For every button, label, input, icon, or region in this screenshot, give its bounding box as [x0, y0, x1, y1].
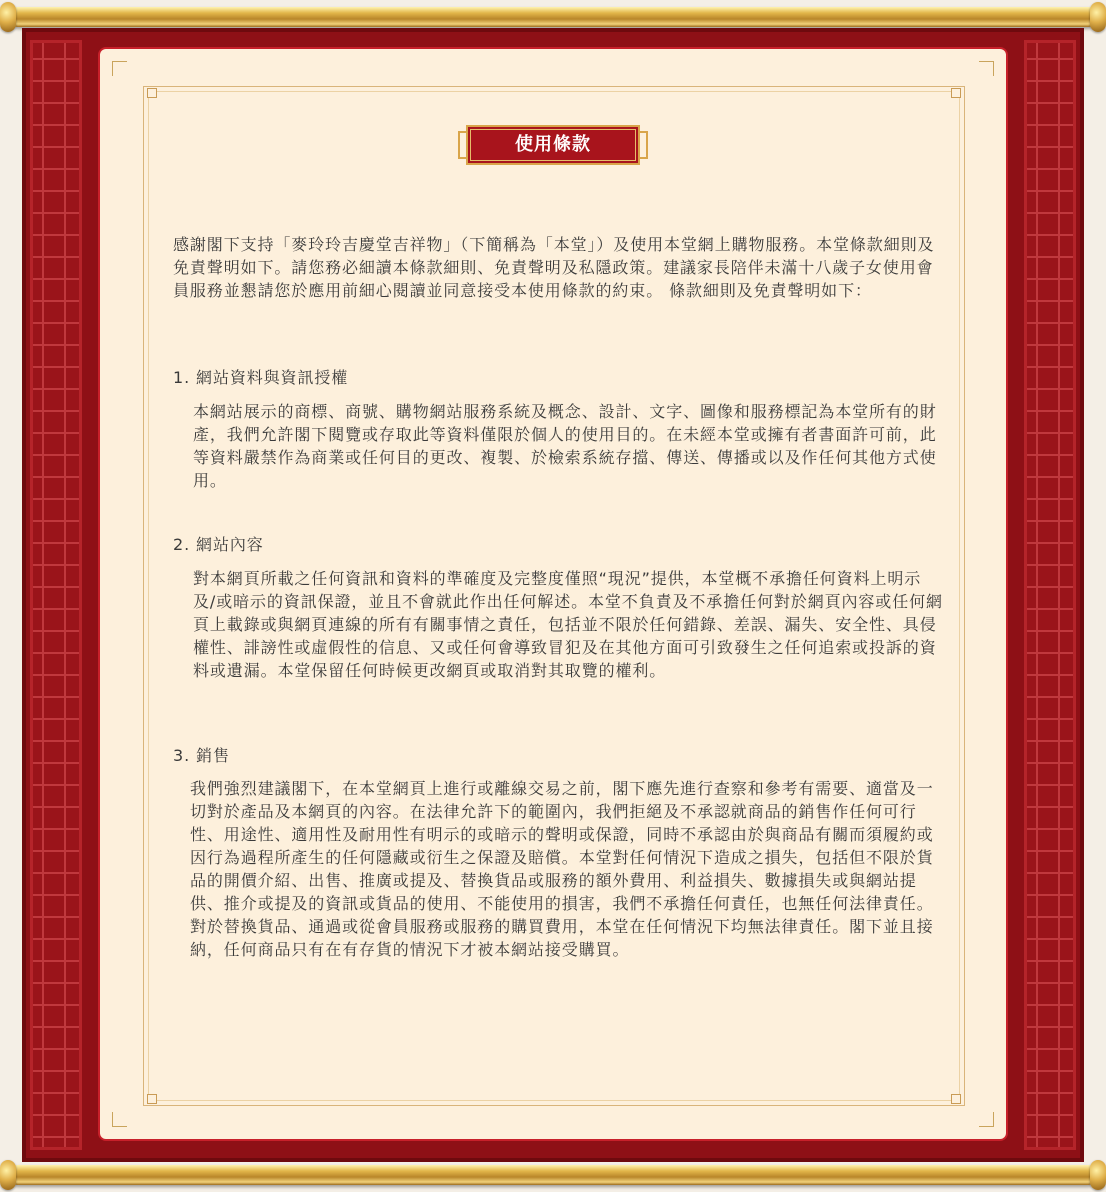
frame-corner: [147, 1094, 157, 1104]
rod-cap-left: [0, 1160, 16, 1190]
rod-cap-right: [1090, 2, 1106, 32]
page-title: 使用條款: [515, 134, 591, 155]
rod-cap-left: [0, 2, 16, 32]
frame-corner: [147, 88, 157, 98]
frame-corner: [951, 1094, 961, 1104]
corner-ornament: [979, 61, 994, 76]
corner-ornament: [112, 61, 127, 76]
section-heading: 3. 銷售: [173, 746, 230, 765]
lattice-border-right: [1024, 40, 1076, 1150]
bottom-scroll-rod: [0, 1160, 1106, 1190]
frame-corner: [951, 88, 961, 98]
rod-bar: [14, 1165, 1092, 1185]
section-body: 對本網頁所載之任何資訊和資料的準確度及完整度僅照“現況”提供，本堂概不承擔任何資料上明示及/或暗示的資訊保證，並且不會就此作出任何解述。本堂不負責及不承擔任何對於網頁內容或任何網頁上載錄或與網頁連線的所有有關事情之責任，包括並不限於任何錯錄、差誤、漏失、安全性、具侵權性、誹謗性或虛假性的信息、又或任何會導致冒犯及在其他方面可引致發生之任何追索或投訴的資料或遺漏。本堂保留任何時候更改網頁或取消對其取覽的權利。: [193, 569, 943, 680]
rod-bar: [14, 7, 1092, 27]
rod-cap-right: [1090, 1160, 1106, 1190]
lattice-border-left: [30, 40, 82, 1150]
corner-ornament: [979, 1112, 994, 1127]
intro-paragraph: 感謝閣下支持「麥玲玲吉慶堂吉祥物」（下簡稱為「本堂」）及使用本堂網上購物服務。本堂條款細則及免責聲明如下。請您務必細讀本條款細則、免責聲明及私隱政策。建議家長陪伴未滿十八歲子女使用會員服務並懇請您於應用前細心閱讀並同意接受本使用條款的約束。 條款細則及免責聲明如下：: [173, 235, 935, 300]
corner-ornament: [112, 1112, 127, 1127]
section-heading: 2. 網站內容: [173, 535, 264, 554]
section-heading: 1. 網站資料與資訊授權: [173, 368, 349, 387]
section-body: 我們強烈建議閣下，在本堂網頁上進行或離線交易之前，閣下應先進行查察和參考有需要、適當及一切對於產品及本網頁的內容。在法律允許下的範圍內，我們拒絕及不承認就商品的銷售作任何可行性、用途性、適用性及耐用性有明示的或暗示的聲明或保證，同時不承認由於與商品有關而須履約或因行為過程所產生的任何隱藏或衍生之保證及賠償。本堂對任何情況下造成之損失，包括但不限於貨品的開價介紹、出售、推廣或提及、替換貨品或服務的額外費用、利益損失、數據損失或與網站提供、推介或提及的資訊或貨品的使用、不能使用的損害，我們不承擔任何責任，也無任何法律責任。對於替換貨品、通過或從會員服務或服務的購買費用，本堂在任何情況下均無法律責任。閣下並且接納，任何商品只有在有存貨的情況下才被本網站接受購買。: [190, 779, 934, 959]
title-plaque: [458, 125, 648, 165]
section-body: 本網站展示的商標、商號、購物網站服務系統及概念、設計、文字、圖像和服務標記為本堂所有的財產，我們允許閣下閱覽或存取此等資料僅限於個人的使用目的。在未經本堂或擁有者書面許可前，此等資料嚴禁作為商業或任何目的更改、複製、於檢索系統存擋、傳送、傳播或以及作任何其他方式使用。: [193, 402, 937, 490]
